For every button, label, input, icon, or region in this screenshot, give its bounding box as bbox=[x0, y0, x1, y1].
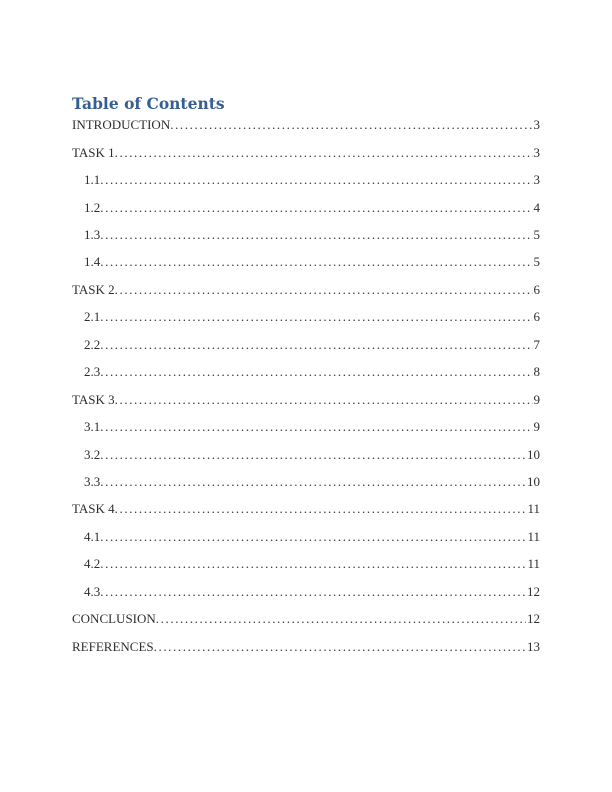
toc-page-number: 11 bbox=[527, 556, 540, 572]
toc-entry[interactable] bbox=[72, 309, 540, 336]
toc-leader-dots bbox=[156, 611, 526, 626]
toc-page-number: 11 bbox=[527, 528, 540, 544]
toc-leader-dots bbox=[170, 117, 532, 132]
toc-entry[interactable] bbox=[72, 584, 540, 611]
toc-page-number: 5 bbox=[533, 227, 540, 243]
toc-page-number: 10 bbox=[527, 446, 540, 462]
toc-entry-label: 1.4 bbox=[84, 254, 101, 270]
toc-leader-dots bbox=[100, 447, 526, 462]
toc-entry-label: TASK 4 bbox=[72, 501, 115, 517]
toc-leader-dots bbox=[100, 309, 532, 324]
toc-page-number: 13 bbox=[527, 638, 540, 654]
toc-page-number: 6 bbox=[533, 309, 540, 325]
toc-entry-label: 2.2 bbox=[84, 336, 101, 352]
toc-entry[interactable] bbox=[72, 392, 540, 419]
toc-leader-dots bbox=[100, 474, 526, 489]
toc-leader-dots bbox=[100, 584, 526, 599]
toc-entry-label: TASK 1 bbox=[72, 144, 115, 160]
toc-leader-dots bbox=[115, 145, 533, 160]
toc-entry[interactable] bbox=[72, 254, 540, 281]
toc-entry[interactable] bbox=[72, 447, 540, 474]
toc-entry[interactable] bbox=[72, 282, 540, 309]
toc-entry[interactable] bbox=[72, 419, 540, 446]
toc-leader-dots bbox=[115, 282, 533, 297]
toc-entry-label: 2.1 bbox=[84, 309, 101, 325]
toc-leader-dots bbox=[100, 227, 532, 242]
toc-entry[interactable] bbox=[72, 364, 540, 391]
toc-entry-label: INTRODUCTION bbox=[72, 117, 171, 133]
toc-entry[interactable] bbox=[72, 172, 540, 199]
toc-page-number: 9 bbox=[533, 391, 540, 407]
toc-entry[interactable] bbox=[72, 639, 540, 666]
toc-list bbox=[72, 117, 540, 666]
toc-entry[interactable] bbox=[72, 611, 540, 638]
toc-leader-dots bbox=[115, 392, 533, 407]
toc-page-number: 3 bbox=[533, 117, 540, 133]
toc-leader-dots bbox=[100, 337, 532, 352]
toc-page-number: 12 bbox=[527, 583, 540, 599]
toc-page-number: 8 bbox=[533, 364, 540, 380]
toc-entry[interactable] bbox=[72, 529, 540, 556]
toc-entry-label: 2.3 bbox=[84, 364, 101, 380]
toc-page-number: 10 bbox=[527, 473, 540, 489]
toc-leader-dots bbox=[154, 639, 526, 654]
toc-entry-label: 4.2 bbox=[84, 556, 101, 572]
toc-page-number: 4 bbox=[533, 199, 540, 215]
toc-leader-dots bbox=[115, 501, 527, 516]
toc-page-number: 5 bbox=[533, 254, 540, 270]
toc-entry-label: 1.2 bbox=[84, 199, 101, 215]
toc-entry[interactable] bbox=[72, 337, 540, 364]
toc-entry-label: TASK 3 bbox=[72, 391, 115, 407]
toc-entry-label: 3.1 bbox=[84, 419, 101, 435]
toc-entry-label: REFERENCES bbox=[72, 638, 154, 654]
toc-page-number: 9 bbox=[533, 419, 540, 435]
toc-entry-label: CONCLUSION bbox=[72, 611, 156, 627]
toc-page-number: 11 bbox=[527, 501, 540, 517]
toc-page-number: 7 bbox=[533, 336, 540, 352]
toc-leader-dots bbox=[100, 419, 532, 434]
toc-leader-dots bbox=[100, 254, 532, 269]
toc-page-number: 3 bbox=[533, 144, 540, 160]
toc-entry[interactable] bbox=[72, 556, 540, 583]
toc-entry[interactable] bbox=[72, 145, 540, 172]
toc-leader-dots bbox=[100, 364, 532, 379]
toc-leader-dots bbox=[100, 556, 526, 571]
toc-title: Table of Contents bbox=[72, 94, 225, 113]
toc-entry[interactable] bbox=[72, 200, 540, 227]
toc-page-number: 12 bbox=[527, 611, 540, 627]
toc-entry[interactable] bbox=[72, 501, 540, 528]
toc-entry[interactable] bbox=[72, 474, 540, 501]
toc-leader-dots bbox=[100, 200, 532, 215]
toc-page-number: 6 bbox=[533, 281, 540, 297]
toc-entry-label: 1.1 bbox=[84, 172, 101, 188]
toc-leader-dots bbox=[100, 172, 532, 187]
toc-entry[interactable] bbox=[72, 117, 540, 144]
toc-entry-label: 4.1 bbox=[84, 528, 101, 544]
toc-entry-label: 3.3 bbox=[84, 473, 101, 489]
toc-entry-label: TASK 2 bbox=[72, 281, 115, 297]
toc-entry-label: 4.3 bbox=[84, 583, 101, 599]
toc-leader-dots bbox=[100, 529, 526, 544]
toc-entry[interactable] bbox=[72, 227, 540, 254]
toc-entry-label: 1.3 bbox=[84, 227, 101, 243]
toc-entry-label: 3.2 bbox=[84, 446, 101, 462]
toc-page-number: 3 bbox=[533, 172, 540, 188]
